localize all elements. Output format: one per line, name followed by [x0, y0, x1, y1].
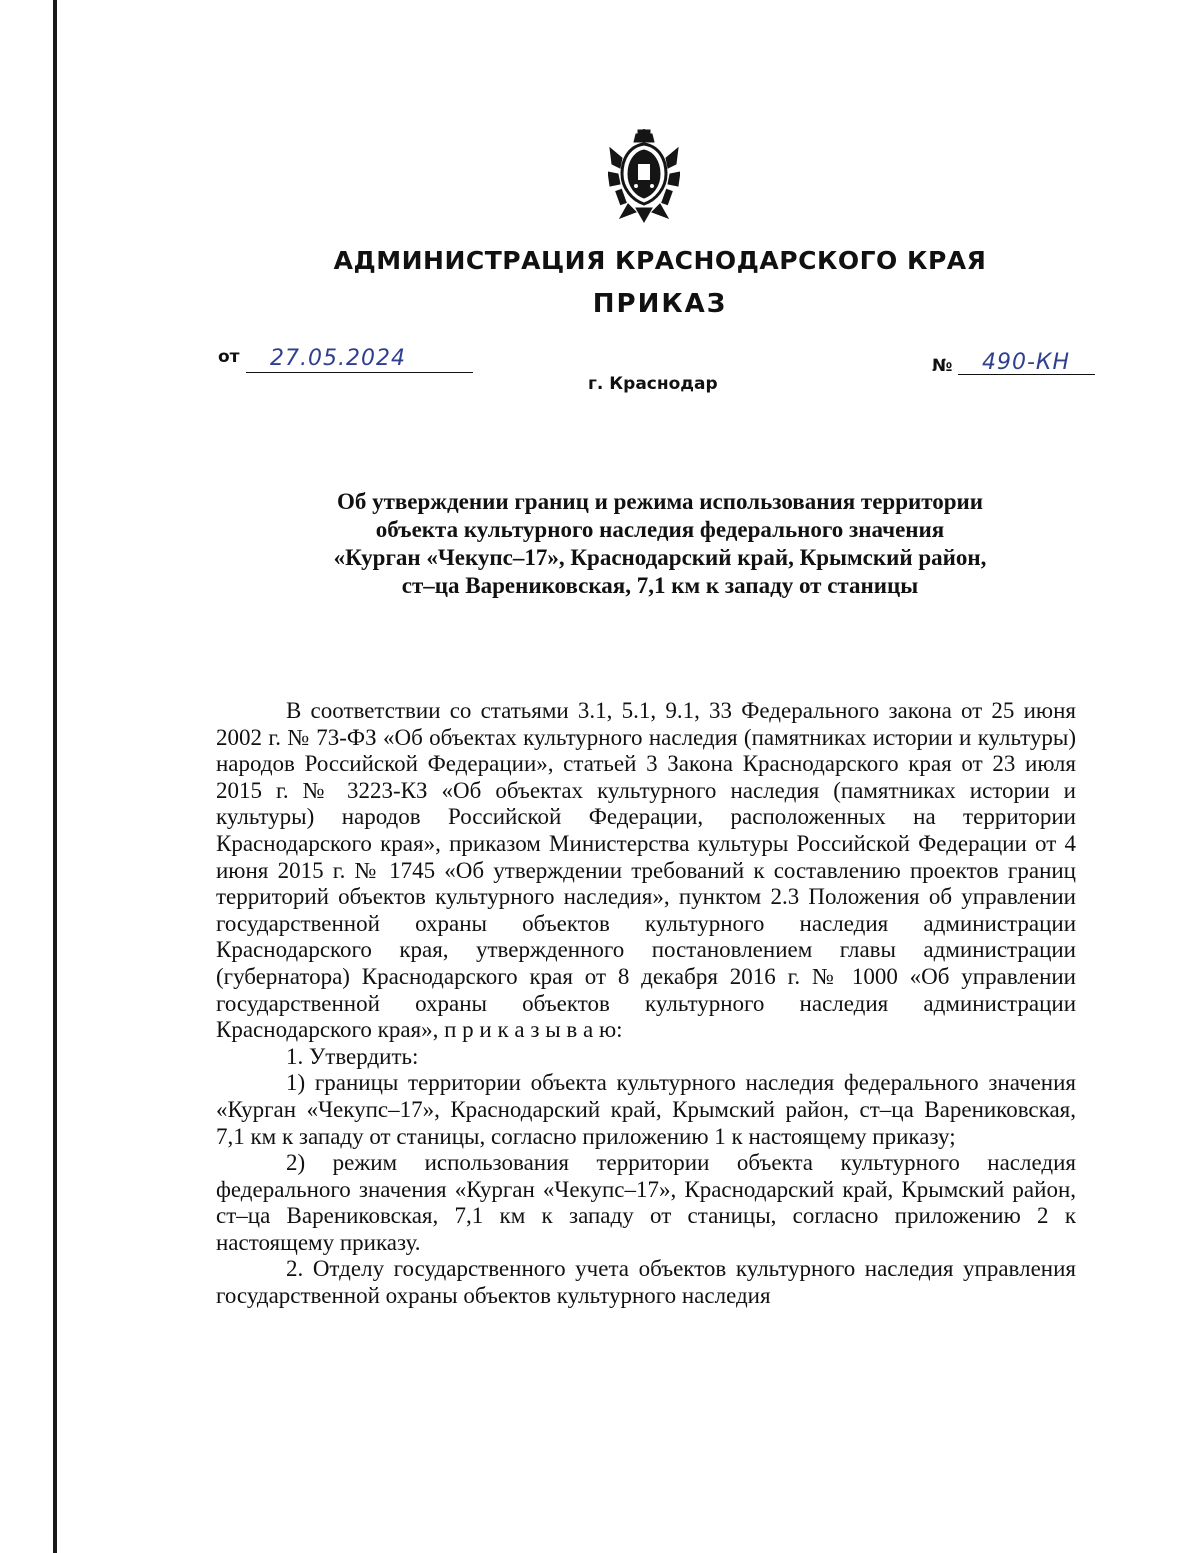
item-2: 2. Отделу государственного учета объектов культурного наследия управления государственной охраны объектов культурного наследия: [216, 1256, 1076, 1309]
document-title: [230, 488, 1090, 600]
organization-name: АДМИНИСТРАЦИЯ КРАСНОДАРСКОГО КРАЯ: [333, 246, 987, 275]
order-word: п р и к а з ы в а ю:: [444, 1017, 623, 1043]
item-1-1: 1) границы территории объекта культурного наследия федерального значения «Курган «Чекупс–17», Краснодарский край, Крымский район, ст–ца Варениковская, 7,1 км к западу от станицы, согласно приложению 1 к настоящему приказу;: [216, 1070, 1076, 1149]
city: г. Краснодар: [588, 374, 718, 394]
date-underline: [246, 372, 473, 373]
document-body: [216, 698, 1076, 1310]
preamble-text: В соответствии со статьями 3.1, 5.1, 9.1, 33 Федерального закона от 25 июня 2002 г. № 73-ФЗ «Об объектах культурного наследия (памятниках истории и культуры) народов Российской Федерации», статьей 3 Закона Краснодарского края от 23 июля 2015 г. № 3223-КЗ «Об объектах культурного наследия (памятниках истории и культуры) народов Российской Федерации, расположенных на территории Краснодарского края», приказом Министерства культуры Российской Федерации от 4 июня 2015 г. № 1745 «Об утверждении требований к составлению проектов границ территорий объектов культурного наследия», пунктом 2.3 Положения об управлении государственной охраны объектов культурного наследия администрации Краснодарского края, утвержденного постановлением главы администрации (губернатора) Краснодарского края от 8 декабря 2016 г. № 1000 «Об управлении государственной охраны объектов культурного наследия администрации Краснодарского края»,: [216, 698, 1076, 1043]
number-handwritten: 490-КН: [982, 350, 1071, 375]
item-1-2: 2) режим использования территории объекта культурного наследия федерального значения «Курган «Чекупс–17», Краснодарский край, Крымский район, ст–ца Варениковская, 7,1 км к западу от станицы, согласно приложению 2 к настоящему приказу.: [216, 1150, 1076, 1255]
title-line: Об утверждении границ и режима использования территории: [336, 489, 984, 514]
item-1: 1. Утвердить:: [286, 1043, 419, 1069]
preamble-paragraph: [216, 698, 1076, 1044]
document-type: ПРИКАЗ: [592, 289, 728, 319]
scan-edge: [53, 0, 57, 1553]
number-prefix: №: [932, 356, 953, 376]
title-line: объекта культурного наследия федерального значения: [375, 517, 945, 542]
coat-of-arms-icon: [608, 128, 680, 224]
title-line: «Курган «Чекупс–17», Краснодарский край, Крымский район,: [333, 545, 987, 570]
date-prefix: от: [218, 347, 240, 367]
title-line: ст–ца Варениковская, 7,1 км к западу от станицы: [401, 573, 919, 598]
date-handwritten: 27.05.2024: [270, 346, 406, 371]
